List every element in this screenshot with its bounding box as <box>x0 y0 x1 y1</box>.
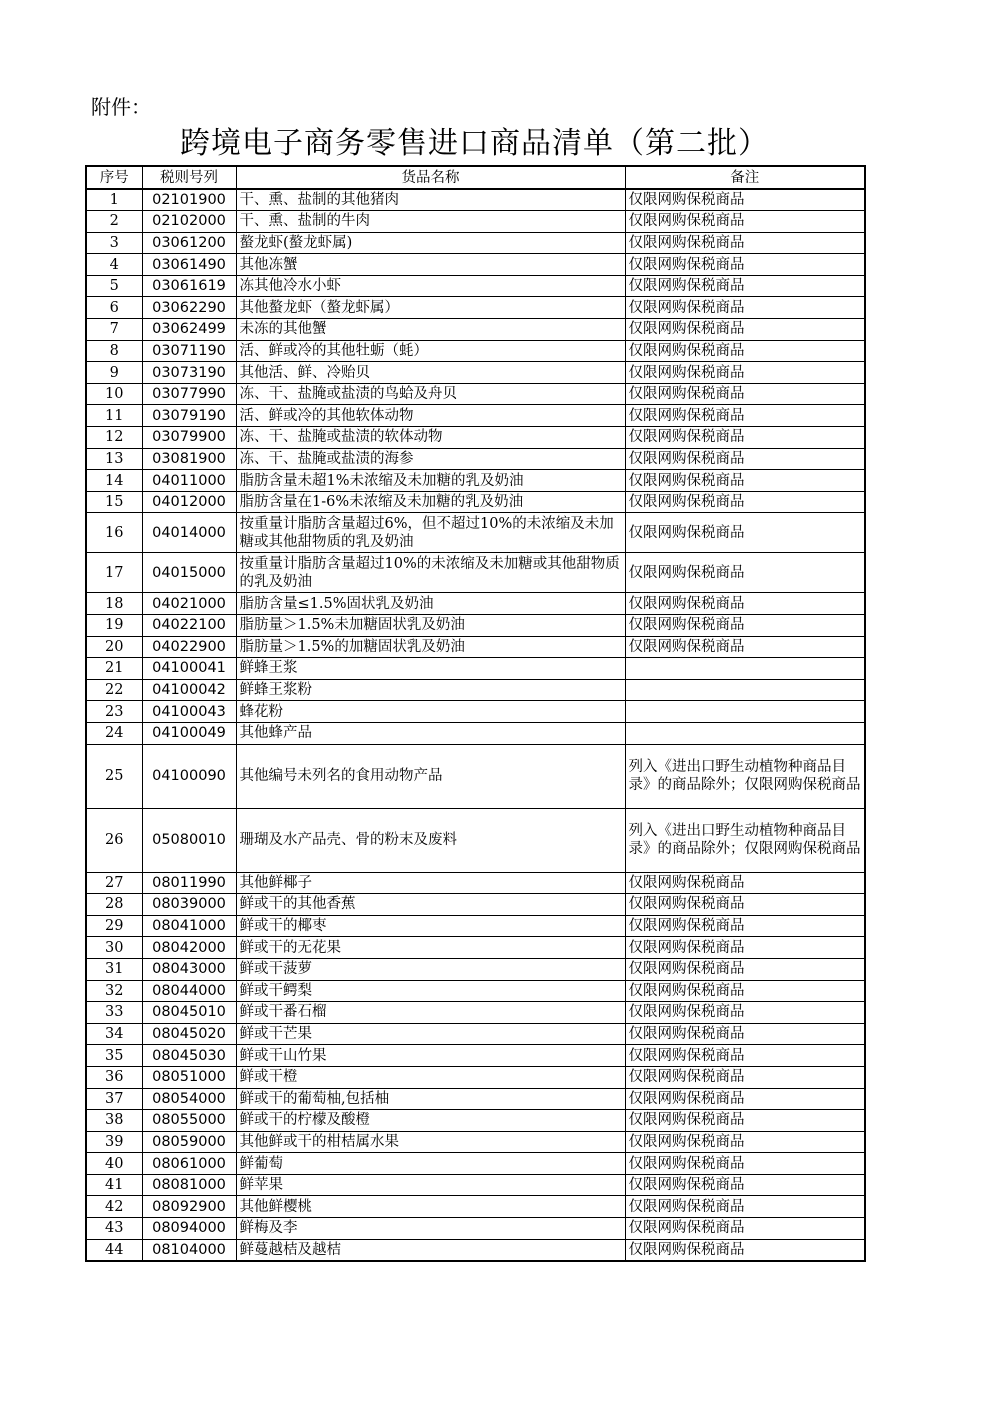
column-header-name: 货品名称 <box>236 166 625 189</box>
cell-seq: 21 <box>86 658 142 680</box>
cell-tariff-code: 04022100 <box>142 615 236 637</box>
cell-goods-name: 蜂花粉 <box>236 701 625 723</box>
cell-seq: 31 <box>86 958 142 980</box>
table-row <box>86 513 865 553</box>
table-row <box>86 744 865 808</box>
table-row <box>86 405 865 427</box>
cell-seq: 13 <box>86 448 142 470</box>
cell-goods-name: 鲜或干芒果 <box>236 1023 625 1045</box>
cell-note: 仅限网购保税商品 <box>625 448 865 470</box>
cell-tariff-code: 03062290 <box>142 297 236 319</box>
cell-tariff-code: 08041000 <box>142 915 236 937</box>
cell-note: 仅限网购保税商品 <box>625 1196 865 1218</box>
cell-tariff-code: 08042000 <box>142 937 236 959</box>
cell-seq: 44 <box>86 1239 142 1261</box>
table-row <box>86 1196 865 1218</box>
cell-seq: 14 <box>86 470 142 492</box>
cell-goods-name: 鲜或干的其他香蕉 <box>236 894 625 916</box>
cell-note: 仅限网购保税商品 <box>625 553 865 593</box>
table-row <box>86 427 865 449</box>
cell-note: 仅限网购保税商品 <box>625 1002 865 1024</box>
cell-seq: 5 <box>86 275 142 297</box>
table-row <box>86 1066 865 1088</box>
cell-goods-name: 鲜或干的葡萄柚,包括柚 <box>236 1088 625 1110</box>
cell-note: 仅限网购保税商品 <box>625 958 865 980</box>
cell-tariff-code: 04015000 <box>142 553 236 593</box>
cell-seq: 6 <box>86 297 142 319</box>
cell-note: 仅限网购保税商品 <box>625 894 865 916</box>
cell-tariff-code: 03081900 <box>142 448 236 470</box>
attachment-label: 附件： <box>91 95 151 119</box>
table-row <box>86 1023 865 1045</box>
cell-note: 仅限网购保税商品 <box>625 211 865 233</box>
cell-seq: 28 <box>86 894 142 916</box>
cell-note: 仅限网购保税商品 <box>625 593 865 615</box>
cell-goods-name: 鲜梅及李 <box>236 1218 625 1240</box>
cell-goods-name: 其他活、鲜、冷贻贝 <box>236 362 625 384</box>
cell-goods-name: 其他冻蟹 <box>236 254 625 276</box>
table-row <box>86 448 865 470</box>
cell-tariff-code: 03061490 <box>142 254 236 276</box>
cell-goods-name: 脂肪含量在1-6%未浓缩及未加糖的乳及奶油 <box>236 491 625 513</box>
cell-seq: 30 <box>86 937 142 959</box>
cell-tariff-code: 08045020 <box>142 1023 236 1045</box>
cell-tariff-code: 03079900 <box>142 427 236 449</box>
cell-tariff-code: 08055000 <box>142 1110 236 1132</box>
cell-goods-name: 其他蜂产品 <box>236 722 625 744</box>
cell-tariff-code: 04021000 <box>142 593 236 615</box>
cell-tariff-code: 08045010 <box>142 1002 236 1024</box>
table-row <box>86 297 865 319</box>
cell-seq: 33 <box>86 1002 142 1024</box>
cell-note: 仅限网购保税商品 <box>625 1153 865 1175</box>
cell-tariff-code: 04100049 <box>142 722 236 744</box>
cell-seq: 9 <box>86 362 142 384</box>
table-row <box>86 915 865 937</box>
cell-note: 仅限网购保税商品 <box>625 427 865 449</box>
cell-goods-name: 冻、干、盐腌或盐渍的鸟蛤及舟贝 <box>236 383 625 405</box>
table-row <box>86 1174 865 1196</box>
cell-seq: 15 <box>86 491 142 513</box>
cell-seq: 3 <box>86 232 142 254</box>
cell-goods-name: 脂肪含量未超1%未浓缩及未加糖的乳及奶油 <box>236 470 625 492</box>
table-row <box>86 1110 865 1132</box>
table-row <box>86 470 865 492</box>
cell-seq: 1 <box>86 189 142 211</box>
table-row <box>86 491 865 513</box>
cell-goods-name: 鲜或干山竹果 <box>236 1045 625 1067</box>
cell-tariff-code: 03079190 <box>142 405 236 427</box>
table-row <box>86 872 865 894</box>
cell-goods-name: 鲜或干菠萝 <box>236 958 625 980</box>
table-row <box>86 1088 865 1110</box>
cell-note <box>625 679 865 701</box>
cell-seq: 29 <box>86 915 142 937</box>
cell-tariff-code: 03062499 <box>142 319 236 341</box>
column-header-seq: 序号 <box>86 166 142 189</box>
cell-note: 仅限网购保税商品 <box>625 615 865 637</box>
cell-seq: 25 <box>86 744 142 808</box>
cell-goods-name: 鲜或干的柠檬及酸橙 <box>236 1110 625 1132</box>
cell-note: 仅限网购保税商品 <box>625 1131 865 1153</box>
cell-note: 仅限网购保税商品 <box>625 297 865 319</box>
cell-seq: 18 <box>86 593 142 615</box>
cell-tariff-code: 04014000 <box>142 513 236 553</box>
table-row <box>86 1239 865 1261</box>
table-row <box>86 658 865 680</box>
cell-tariff-code: 08061000 <box>142 1153 236 1175</box>
cell-goods-name: 脂肪量＞1.5%未加糖固状乳及奶油 <box>236 615 625 637</box>
cell-note: 仅限网购保税商品 <box>625 636 865 658</box>
cell-seq: 42 <box>86 1196 142 1218</box>
cell-seq: 23 <box>86 701 142 723</box>
table-row <box>86 958 865 980</box>
cell-goods-name: 按重量计脂肪含量超过10%的未浓缩及未加糖或其他甜物质的乳及奶油 <box>236 553 625 593</box>
cell-seq: 2 <box>86 211 142 233</box>
cell-note: 仅限网购保税商品 <box>625 1023 865 1045</box>
cell-goods-name: 其他编号未列名的食用动物产品 <box>236 744 625 808</box>
table-row <box>86 808 865 872</box>
cell-tariff-code: 04100041 <box>142 658 236 680</box>
cell-goods-name: 其他鲜椰子 <box>236 872 625 894</box>
cell-tariff-code: 08081000 <box>142 1174 236 1196</box>
cell-tariff-code: 04012000 <box>142 491 236 513</box>
cell-tariff-code: 08092900 <box>142 1196 236 1218</box>
cell-goods-name: 鲜或干的椰枣 <box>236 915 625 937</box>
cell-tariff-code: 02102000 <box>142 211 236 233</box>
cell-note <box>625 722 865 744</box>
cell-note: 仅限网购保税商品 <box>625 872 865 894</box>
cell-note: 仅限网购保税商品 <box>625 1088 865 1110</box>
table-row <box>86 937 865 959</box>
cell-goods-name: 鲜或干橙 <box>236 1066 625 1088</box>
cell-goods-name: 鲜蔓越桔及越桔 <box>236 1239 625 1261</box>
cell-goods-name: 按重量计脂肪含量超过6%，但不超过10%的未浓缩及未加糖或其他甜物质的乳及奶油 <box>236 513 625 553</box>
cell-seq: 27 <box>86 872 142 894</box>
cell-seq: 24 <box>86 722 142 744</box>
cell-seq: 37 <box>86 1088 142 1110</box>
cell-tariff-code: 08045030 <box>142 1045 236 1067</box>
cell-seq: 38 <box>86 1110 142 1132</box>
cell-goods-name: 干、熏、盐制的牛肉 <box>236 211 625 233</box>
cell-seq: 32 <box>86 980 142 1002</box>
cell-note <box>625 658 865 680</box>
column-header-code: 税则号列 <box>142 166 236 189</box>
cell-note: 仅限网购保税商品 <box>625 275 865 297</box>
table-row <box>86 211 865 233</box>
table-row <box>86 340 865 362</box>
cell-tariff-code: 08094000 <box>142 1218 236 1240</box>
cell-seq: 34 <box>86 1023 142 1045</box>
cell-note: 仅限网购保税商品 <box>625 491 865 513</box>
cell-goods-name: 珊瑚及水产品壳、骨的粉末及废料 <box>236 808 625 872</box>
table-row <box>86 722 865 744</box>
cell-seq: 35 <box>86 1045 142 1067</box>
cell-note: 仅限网购保税商品 <box>625 513 865 553</box>
cell-tariff-code: 08104000 <box>142 1239 236 1261</box>
cell-goods-name: 活、鲜或冷的其他牡蛎（蚝） <box>236 340 625 362</box>
cell-note: 仅限网购保税商品 <box>625 937 865 959</box>
cell-note: 仅限网购保税商品 <box>625 1218 865 1240</box>
table-row <box>86 679 865 701</box>
cell-seq: 22 <box>86 679 142 701</box>
cell-note: 仅限网购保税商品 <box>625 1045 865 1067</box>
cell-seq: 39 <box>86 1131 142 1153</box>
table-row <box>86 553 865 593</box>
cell-note: 仅限网购保税商品 <box>625 1110 865 1132</box>
cell-seq: 19 <box>86 615 142 637</box>
cell-note <box>625 701 865 723</box>
cell-seq: 11 <box>86 405 142 427</box>
cell-goods-name: 其他鲜或干的柑桔属水果 <box>236 1131 625 1153</box>
cell-tariff-code: 03061619 <box>142 275 236 297</box>
cell-tariff-code: 02101900 <box>142 189 236 211</box>
cell-seq: 36 <box>86 1066 142 1088</box>
table-row <box>86 980 865 1002</box>
cell-seq: 4 <box>86 254 142 276</box>
cell-seq: 26 <box>86 808 142 872</box>
cell-seq: 10 <box>86 383 142 405</box>
cell-seq: 40 <box>86 1153 142 1175</box>
cell-goods-name: 未冻的其他蟹 <box>236 319 625 341</box>
table-row <box>86 254 865 276</box>
cell-note: 仅限网购保税商品 <box>625 189 865 211</box>
cell-note: 仅限网购保税商品 <box>625 254 865 276</box>
cell-note: 仅限网购保税商品 <box>625 1174 865 1196</box>
cell-tariff-code: 04100042 <box>142 679 236 701</box>
cell-seq: 20 <box>86 636 142 658</box>
cell-tariff-code: 04100043 <box>142 701 236 723</box>
table-row <box>86 1218 865 1240</box>
cell-note: 仅限网购保税商品 <box>625 319 865 341</box>
cell-tariff-code: 03073190 <box>142 362 236 384</box>
table-row <box>86 189 865 211</box>
cell-goods-name: 鲜苹果 <box>236 1174 625 1196</box>
table-row <box>86 1153 865 1175</box>
cell-tariff-code: 03071190 <box>142 340 236 362</box>
cell-tariff-code: 08054000 <box>142 1088 236 1110</box>
cell-tariff-code: 03077990 <box>142 383 236 405</box>
table-row <box>86 636 865 658</box>
cell-note: 仅限网购保税商品 <box>625 362 865 384</box>
cell-note: 仅限网购保税商品 <box>625 1066 865 1088</box>
cell-note: 仅限网购保税商品 <box>625 980 865 1002</box>
cell-tariff-code: 04100090 <box>142 744 236 808</box>
table-row <box>86 1045 865 1067</box>
cell-note: 仅限网购保税商品 <box>625 470 865 492</box>
cell-goods-name: 冻其他冷水小虾 <box>236 275 625 297</box>
table-row <box>86 275 865 297</box>
cell-note: 列入《进出口野生动植物种商品目录》的商品除外；仅限网购保税商品 <box>625 744 865 808</box>
cell-goods-name: 螯龙虾(螯龙虾属) <box>236 232 625 254</box>
cell-note: 仅限网购保税商品 <box>625 383 865 405</box>
cell-goods-name: 干、熏、盐制的其他猪肉 <box>236 189 625 211</box>
cell-goods-name: 其他鲜樱桃 <box>236 1196 625 1218</box>
table-row <box>86 232 865 254</box>
cell-seq: 17 <box>86 553 142 593</box>
cell-note: 仅限网购保税商品 <box>625 232 865 254</box>
document-title: 跨境电子商务零售进口商品清单（第二批） <box>180 126 769 161</box>
cell-goods-name: 脂肪含量≤1.5%固状乳及奶油 <box>236 593 625 615</box>
cell-tariff-code: 08059000 <box>142 1131 236 1153</box>
table-row <box>86 362 865 384</box>
cell-seq: 41 <box>86 1174 142 1196</box>
cell-note: 列入《进出口野生动植物种商品目录》的商品除外；仅限网购保税商品 <box>625 808 865 872</box>
table-row <box>86 319 865 341</box>
cell-seq: 16 <box>86 513 142 553</box>
cell-seq: 8 <box>86 340 142 362</box>
cell-note: 仅限网购保税商品 <box>625 405 865 427</box>
cell-goods-name: 鲜蜂王浆 <box>236 658 625 680</box>
cell-tariff-code: 08051000 <box>142 1066 236 1088</box>
table-row <box>86 1131 865 1153</box>
cell-tariff-code: 04011000 <box>142 470 236 492</box>
cell-goods-name: 鲜或干鳄梨 <box>236 980 625 1002</box>
cell-tariff-code: 08039000 <box>142 894 236 916</box>
table-header-row <box>86 166 865 189</box>
cell-seq: 43 <box>86 1218 142 1240</box>
cell-tariff-code: 04022900 <box>142 636 236 658</box>
table-row <box>86 701 865 723</box>
table-row <box>86 593 865 615</box>
cell-goods-name: 冻、干、盐腌或盐渍的海参 <box>236 448 625 470</box>
cell-goods-name: 鲜或干的无花果 <box>236 937 625 959</box>
cell-seq: 7 <box>86 319 142 341</box>
cell-goods-name: 鲜蜂王浆粉 <box>236 679 625 701</box>
table-row <box>86 1002 865 1024</box>
cell-tariff-code: 08011990 <box>142 872 236 894</box>
table-row <box>86 894 865 916</box>
cell-note: 仅限网购保税商品 <box>625 1239 865 1261</box>
cell-note: 仅限网购保税商品 <box>625 915 865 937</box>
column-header-note: 备注 <box>625 166 865 189</box>
cell-tariff-code: 08043000 <box>142 958 236 980</box>
cell-seq: 12 <box>86 427 142 449</box>
cell-goods-name: 冻、干、盐腌或盐渍的软体动物 <box>236 427 625 449</box>
table-row <box>86 383 865 405</box>
cell-note: 仅限网购保税商品 <box>625 340 865 362</box>
table-row <box>86 615 865 637</box>
cell-tariff-code: 05080010 <box>142 808 236 872</box>
goods-table <box>85 165 866 1262</box>
cell-tariff-code: 03061200 <box>142 232 236 254</box>
cell-goods-name: 其他螯龙虾（螯龙虾属） <box>236 297 625 319</box>
cell-tariff-code: 08044000 <box>142 980 236 1002</box>
cell-goods-name: 活、鲜或冷的其他软体动物 <box>236 405 625 427</box>
cell-goods-name: 脂肪量＞1.5%的加糖固状乳及奶油 <box>236 636 625 658</box>
cell-goods-name: 鲜或干番石榴 <box>236 1002 625 1024</box>
cell-goods-name: 鲜葡萄 <box>236 1153 625 1175</box>
